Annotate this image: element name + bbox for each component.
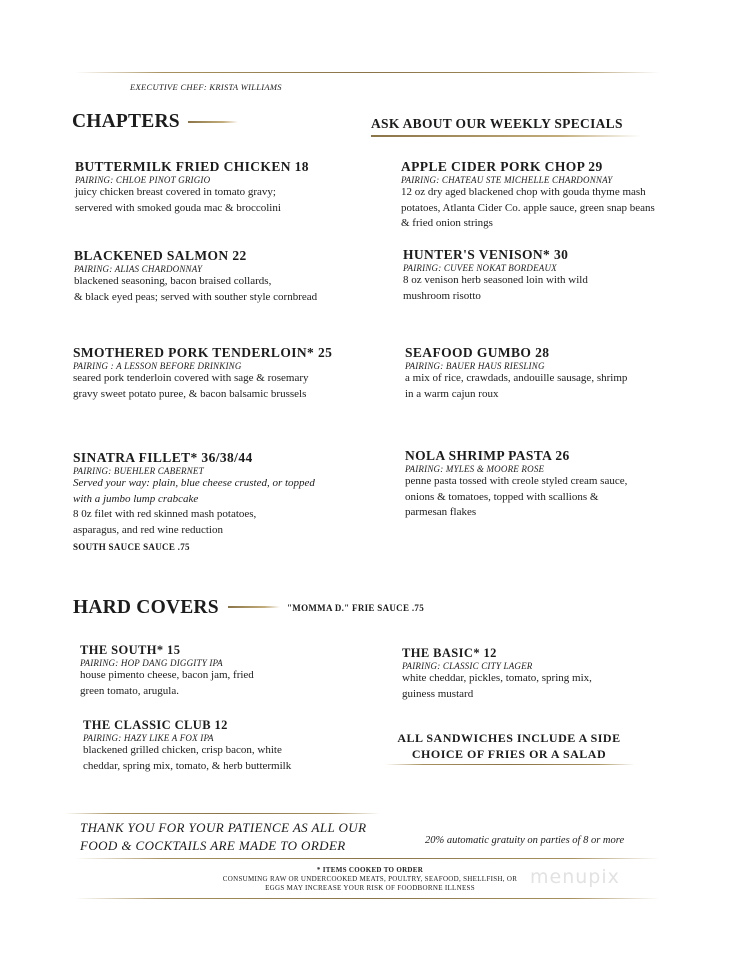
dish-description-line: mushroom risotto [403, 289, 481, 302]
dish-description-line: guiness mustard [402, 687, 474, 700]
dish-title: THE SOUTH* 15 [80, 643, 181, 657]
dish-blackened-salmon [74, 248, 374, 305]
dish-description-line: gravy sweet potato puree, & bacon balsamic brussels [73, 387, 307, 400]
dish-pairing: PAIRING: BAUER HAUS RIESLING [405, 361, 545, 371]
food-safety-notice [170, 866, 570, 893]
dish-pairing: PAIRING: CHATEAU STE MICHELLE CHARDONNAY [401, 175, 613, 185]
dish-nola-shrimp-pasta [405, 448, 705, 521]
dish-addon-sauce: SOUTH SAUCE SAUCE .75 [73, 542, 190, 552]
dish-description-line: potatoes, Atlanta Cider Co. apple sauce, green snap beans [401, 201, 655, 214]
dish-description-line: cheddar, spring mix, tomato, & herb buttermilk [83, 759, 292, 772]
dish-pairing: PAIRING: ALIAS CHARDONNAY [74, 264, 203, 274]
thank-you-line: THANK YOU FOR YOUR PATIENCE AS ALL OUR [80, 820, 367, 835]
dish-description-line: blackened grilled chicken, crisp bacon, white [83, 744, 282, 756]
dish-description-line: in a warm cajun roux [405, 387, 499, 400]
dish-hunters-venison [403, 247, 703, 304]
dish-description-line: white cheddar, pickles, tomato, spring mix, [402, 672, 592, 684]
dish-title: NOLA SHRIMP PASTA 26 [405, 448, 570, 463]
dish-title: SEAFOOD GUMBO 28 [405, 345, 550, 360]
dish-title: THE CLASSIC CLUB 12 [83, 718, 228, 732]
top-rule [75, 72, 660, 73]
sandwich-the-classic-club [83, 718, 383, 774]
dish-description-line: house pimento cheese, bacon jam, fried [80, 669, 254, 681]
dish-pairing: PAIRING: BUEHLER CABERNET [73, 466, 204, 476]
dish-pairing: PAIRING: HAZY LIKE A FOX IPA [83, 733, 214, 743]
dish-pairing: PAIRING: HOP DANG DIGGITY IPA [80, 658, 223, 668]
executive-chef: EXECUTIVE CHEF: KRISTA WILLIAMS [130, 82, 282, 92]
dish-description-line: & black eyed peas; served with souther style cornbread [74, 290, 318, 303]
gratuity-note: 20% automatic gratuity on parties of 8 or more [425, 835, 625, 846]
dish-description-line: blackened seasoning, bacon braised collards, [74, 275, 272, 287]
dish-smothered-pork-tenderloin [73, 345, 373, 402]
dish-description-line: 8 0z filet with red skinned mash potatoes, [73, 508, 257, 520]
consumer-advisory-line: EGGS MAY INCREASE YOUR RISK OF FOODBORNE ILLNESS [265, 884, 475, 892]
sides-line: ALL SANDWICHES INCLUDE A SIDE [397, 731, 621, 745]
dish-title: SMOTHERED PORK TENDERLOIN* 25 [73, 345, 333, 360]
dish-title: THE BASIC* 12 [402, 646, 497, 660]
chapters-heading: CHAPTERS [72, 111, 180, 132]
sandwich-the-basic [402, 646, 702, 702]
dish-description-line: penne pasta tossed with creole styled cream sauce, [405, 475, 628, 487]
sandwich-sides-notice [378, 730, 640, 762]
footer-middle-rule [75, 858, 660, 859]
dish-seafood-gumbo [405, 345, 705, 402]
dish-pairing: PAIRING : A LESSON BEFORE DRINKING [73, 361, 242, 371]
dish-title: BLACKENED SALMON 22 [74, 248, 247, 263]
dish-pairing: PAIRING: MYLES & MOORE ROSE [405, 464, 545, 474]
footer-top-rule [65, 813, 380, 814]
dish-description-line: servered with smoked gouda mac & broccolini [75, 201, 281, 214]
dish-title: HUNTER'S VENISON* 30 [403, 247, 569, 262]
weekly-specials: ASK ABOUT OUR WEEKLY SPECIALS [371, 116, 623, 131]
dish-description-line: parmesan flakes [405, 506, 477, 518]
hard-covers-accent-line [228, 606, 280, 608]
sides-underline [385, 764, 635, 765]
dish-apple-cider-pork-chop [401, 159, 701, 232]
momma-d-frie-sauce: "MOMMA D." FRIE SAUCE .75 [287, 603, 424, 613]
sides-line: CHOICE OF FRIES OR A SALAD [411, 747, 607, 761]
dish-title: BUTTERMILK FRIED CHICKEN 18 [75, 159, 309, 174]
dish-description-line: seared pork tenderloin covered with sage & rosemary [73, 372, 309, 384]
dish-description-line: onions & tomatoes, topped with scallions & [405, 490, 599, 503]
hard-covers-heading: HARD COVERS [73, 597, 219, 618]
dish-title: SINATRA FILLET* 36/38/44 [73, 450, 253, 465]
dish-description-line: 8 oz venison herb seasoned loin with wild [403, 274, 588, 286]
dish-description-line: green tomato, arugula. [80, 684, 179, 697]
dish-description-line: a mix of rice, crawdads, andouille sausage, shrimp [405, 372, 628, 384]
dish-description-line: & fried onion strings [401, 217, 493, 229]
dish-pairing: PAIRING: CUVEE NOKAT BORDEAUX [403, 263, 557, 273]
consumer-advisory-line: CONSUMING RAW OR UNDERCOOKED MEATS, POULTRY, SEAFOOD, SHELLFISH, OR [222, 875, 518, 883]
dish-options-line: Served your way: plain, blue cheese crusted, or topped [73, 477, 315, 489]
dish-sinatra-fillet [73, 450, 373, 552]
thank-you-line: FOOD & COCKTAILS ARE MADE TO ORDER [80, 838, 346, 853]
chapters-accent-line [188, 121, 238, 123]
sandwich-the-south [80, 643, 380, 699]
specials-accent-line [371, 135, 641, 137]
footer-bottom-rule [75, 898, 660, 899]
menupix-watermark: menupix [530, 866, 620, 888]
dish-pairing: PAIRING: CLASSIC CITY LAGER [402, 661, 533, 671]
dish-title: APPLE CIDER PORK CHOP 29 [401, 159, 603, 174]
dish-buttermilk-fried-chicken [75, 159, 375, 216]
dish-options-line: with a jumbo lump crabcake [73, 492, 199, 505]
dish-description-line: asparagus, and red wine reduction [73, 523, 223, 536]
dish-description-line: 12 oz dry aged blackened chop with gouda thyme mash [401, 186, 646, 198]
dish-description-line: juicy chicken breast covered in tomato gravy; [75, 186, 276, 198]
dish-pairing: PAIRING: CHLOE PINOT GRIGIO [75, 175, 211, 185]
cooked-to-order-note: * ITEMS COOKED TO ORDER [316, 866, 424, 874]
thank-you-note [80, 819, 400, 855]
